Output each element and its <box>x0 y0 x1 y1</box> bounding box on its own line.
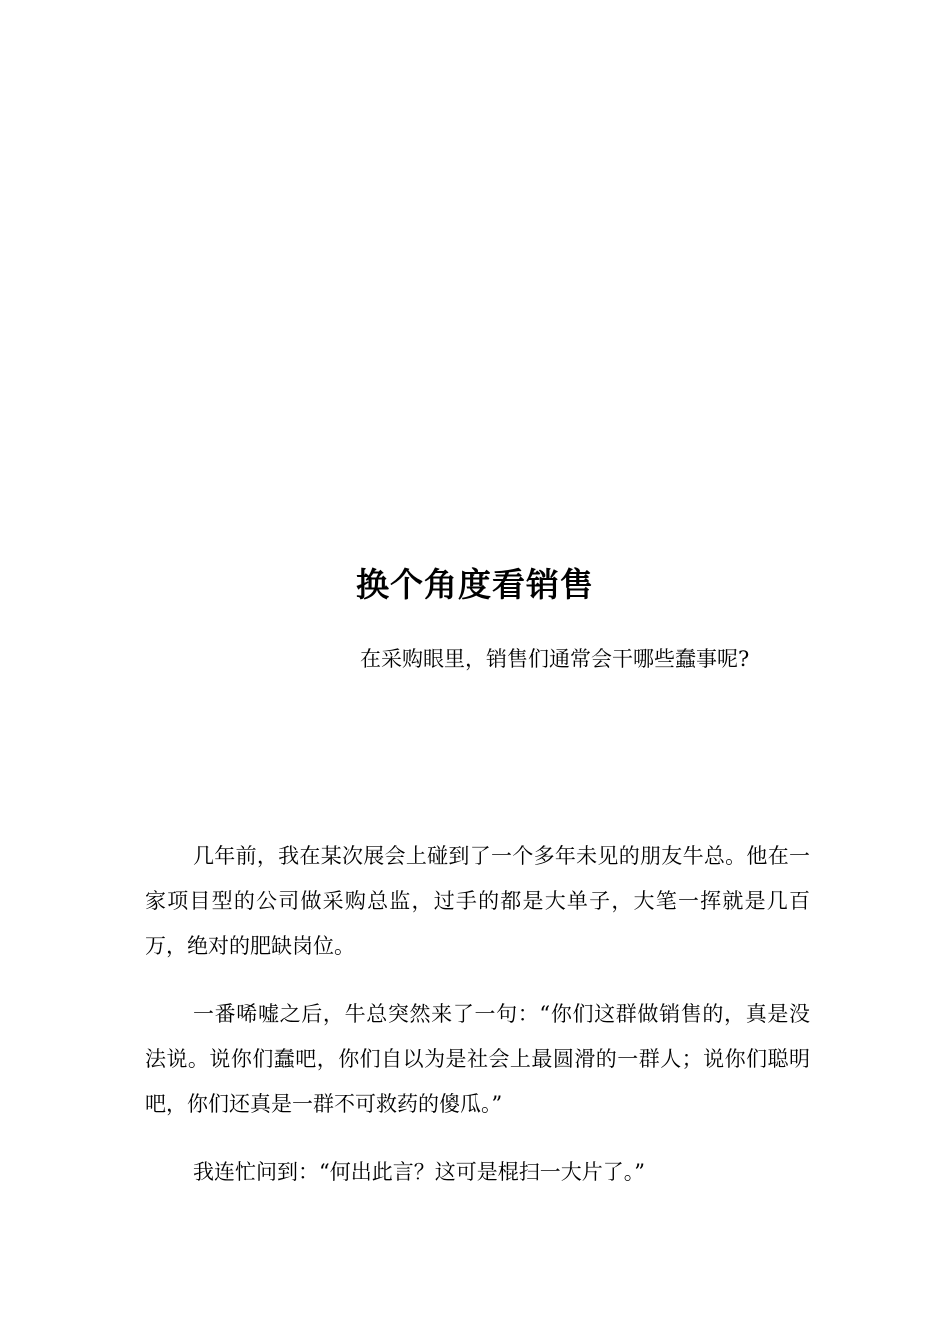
paragraph: 几年前，我在某次展会上碰到了一个多年未见的朋友牛总。他在一家项目型的公司做采购总监，过手的都是大单子，大笔一挥就是几百万，绝对的肥缺岗位。 <box>145 844 810 958</box>
paragraph: 一番唏嘘之后，牛总突然来了一句：“你们这群做销售的，真是没法说。说你们蠢吧，你们自以为是社会上最圆滑的一群人；说你们聪明吧，你们还真是一群不可救药的傻瓜。” <box>145 1002 810 1116</box>
document-title: 换个角度看销售 <box>356 565 594 604</box>
paragraph: 我连忙问到：“何出此言？这可是棍扫一大片了。” <box>193 1160 645 1184</box>
document-subtitle: 在采购眼里，销售们通常会干哪些蠢事呢? <box>360 647 750 671</box>
document-body <box>145 834 810 1218</box>
